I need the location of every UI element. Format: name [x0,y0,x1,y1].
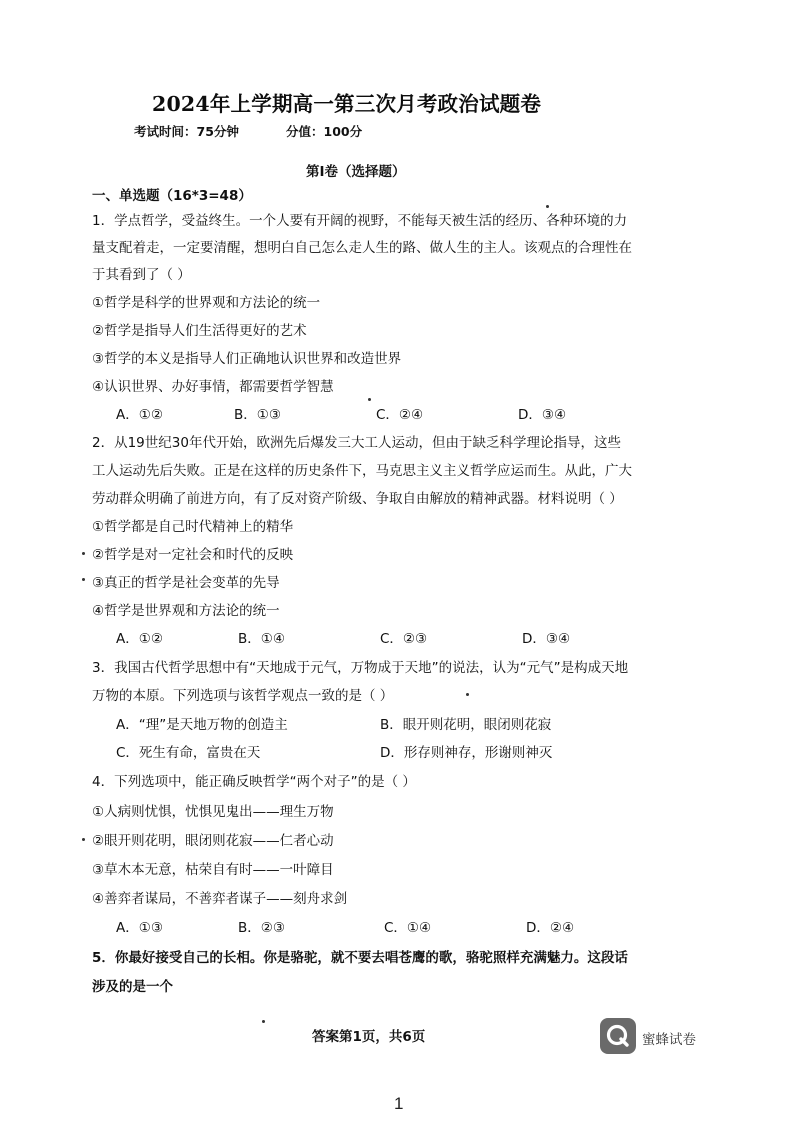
q2-statement-4: ④哲学是世界观和方法论的统一 [92,603,280,619]
q4-statement-2: ②眼开则花明，眼闭则花寂——仁者心动 [92,833,334,849]
scan-speck [82,838,85,841]
exam-score: 分值：100分 [286,124,363,139]
q1-option-b[interactable]: B．①③ [234,407,281,423]
brand-logo [600,1018,636,1054]
q1-statement-2: ②哲学是指导人们生活得更好的艺术 [92,323,307,339]
q2-option-d[interactable]: D．③④ [522,631,571,647]
q4-option-c[interactable]: C．①④ [384,920,432,936]
q1-option-c[interactable]: C．②④ [376,407,424,423]
scan-speck [466,693,469,696]
q4-statement-4: ④善弈者谋局，不善弈者谋子——刻舟求剑 [92,891,348,907]
q1-statement-1: ①哲学是科学的世界观和方法论的统一 [92,295,321,311]
scan-speck [82,578,85,581]
section-title: 第Ⅰ卷（选择题） [306,164,406,180]
page-title: 2024年上学期高一第三次月考政治试题卷 [152,92,542,116]
q2-option-a[interactable]: A．①② [116,631,163,647]
q2-statement-1: ①哲学都是自己时代精神上的精华 [92,519,294,535]
q3-option-b[interactable]: B．眼开则花明，眼闭则花寂 [380,717,552,733]
q2-line-3: 劳动群众明确了前进方向，有了反对资产阶级、争取自由解放的精神武器。材料说明（ ） [92,491,623,507]
q1-line-2: 量支配着走，一定要清醒，想明白自己怎么走人生的路、做人生的主人。该观点的合理性在 [92,240,632,256]
scan-speck [82,552,85,555]
q3-line-2: 万物的本原。下列选项与该哲学观点一致的是（ ） [92,688,394,704]
scan-speck [546,205,549,208]
scan-speck [368,398,371,401]
q2-statement-3: ③真正的哲学是社会变革的先导 [92,575,280,591]
q2-line-1: 2．从19世纪30年代开始，欧洲先后爆发三大工人运动，但由于缺乏科学理论指导，这些 [92,435,621,451]
q1-option-d[interactable]: D．③④ [518,407,567,423]
q3-option-d[interactable]: D．形存则神存，形谢则神灭 [380,745,553,761]
scan-speck [262,1020,265,1023]
q1-line-3: 于其看到了（ ） [92,267,191,283]
q1-statement-4: ④认识世界、办好事情，都需要哲学智慧 [92,379,334,395]
answer-page-label: 答案第1页，共6页 [312,1029,426,1045]
q4-statement-3: ③草木本无意，枯荣自有时——一叶障目 [92,862,334,878]
exam-time: 考试时间：75分钟 [134,124,239,139]
brand-name: 蜜蜂试卷 [642,1032,696,1048]
q1-option-a[interactable]: A．①② [116,407,163,423]
part-title: 一、单选题（16*3=48） [92,188,252,204]
search-q-icon [600,1018,636,1054]
q5-line-2: 涉及的是一个 [92,979,173,995]
q2-statement-2: ②哲学是对一定社会和时代的反映 [92,547,294,563]
q3-option-c[interactable]: C．死生有命，富贵在天 [116,745,261,761]
q3-line-1: 3．我国古代哲学思想中有“天地成于元气，万物成于天地”的说法，认为“元气”是构成天地 [92,660,629,676]
q4-line-1: 4．下列选项中，能正确反映哲学“两个对子”的是（ ） [92,774,416,790]
q4-option-d[interactable]: D．②④ [526,920,575,936]
q2-option-b[interactable]: B．①④ [238,631,285,647]
q2-line-2: 工人运动先后失败。正是在这样的历史条件下，马克思主义主义哲学应运而生。从此，广大 [92,463,632,479]
page-number: 1 [394,1094,404,1113]
q2-option-c[interactable]: C．②③ [380,631,428,647]
q1-line-1: 1．学点哲学，受益终生。一个人要有开阔的视野，不能每天被生活的经历、各种环境的力 [92,213,628,229]
q5-line-1: 5．你最好接受自己的长相。你是骆驼，就不要去唱苍鹰的歌，骆驼照样充满魅力。这段话 [92,950,628,966]
q4-statement-1: ①人病则忧惧，忧惧见鬼出——理生万物 [92,804,334,820]
q4-option-b[interactable]: B．②③ [238,920,285,936]
q4-option-a[interactable]: A．①③ [116,920,163,936]
q3-option-a[interactable]: A．“理”是天地万物的创造主 [116,717,288,733]
q1-statement-3: ③哲学的本义是指导人们正确地认识世界和改造世界 [92,351,402,367]
